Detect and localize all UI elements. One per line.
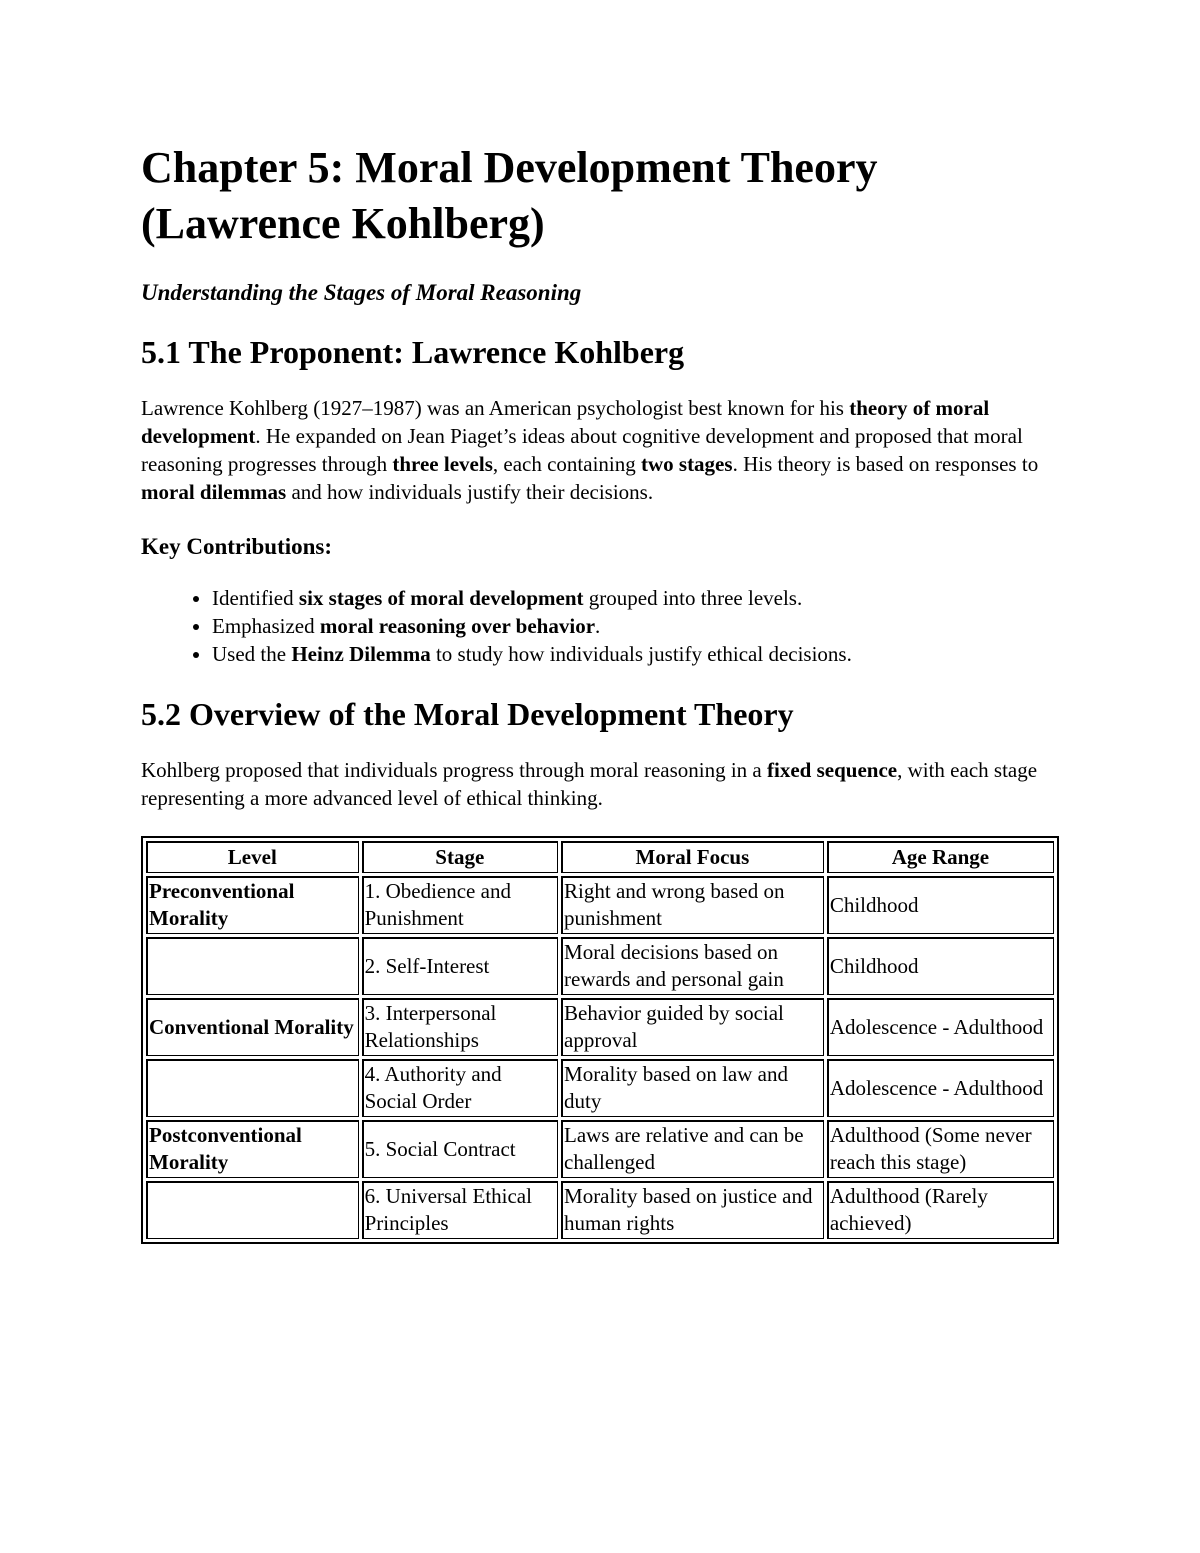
cell-stage: 4. Authority and Social Order: [362, 1059, 558, 1117]
emphasized-text: three levels: [392, 452, 493, 476]
cell-age-range: Childhood: [827, 937, 1054, 995]
table-row: [146, 876, 1054, 934]
key-contributions-list: [141, 584, 1061, 668]
header-moral-focus: Moral Focus: [561, 841, 824, 873]
cell-stage: 2. Self-Interest: [362, 937, 558, 995]
table-row: [146, 998, 1054, 1056]
emphasized-text: Heinz Dilemma: [291, 642, 431, 666]
cell-level: [146, 937, 359, 995]
cell-moral-focus: Right and wrong based on punishment: [561, 876, 824, 934]
document-page: [141, 140, 1061, 1244]
cell-age-range: Adolescence - Adulthood: [827, 998, 1054, 1056]
emphasized-text: six stages of moral development: [298, 586, 584, 610]
header-level: Level: [146, 841, 359, 873]
moral-stages-table: [141, 836, 1059, 1244]
header-age-range: Age Range: [827, 841, 1054, 873]
table-row: [146, 1181, 1054, 1239]
emphasized-text: moral dilemmas: [141, 480, 287, 504]
chapter-subtitle: Understanding the Stages of Moral Reasoning: [141, 280, 582, 305]
cell-level: Conventional Morality: [146, 998, 359, 1056]
cell-moral-focus: Laws are relative and can be challenged: [561, 1120, 824, 1178]
cell-moral-focus: Behavior guided by social approval: [561, 998, 824, 1056]
list-item: • Used the Heinz Dilemma to study how individuals justify ethical decisions.: [212, 640, 1061, 668]
header-stage: Stage: [362, 841, 558, 873]
section-1-heading: 5.1 The Proponent: Lawrence Kohlberg: [141, 334, 685, 370]
list-item: • Identified six stages of moral development grouped into three levels.: [212, 584, 1061, 612]
cell-level: Postconventional Morality: [146, 1120, 359, 1178]
chapter-title-line-2: (Lawrence Kohlberg): [141, 199, 545, 248]
table-row: [146, 1120, 1054, 1178]
table-row: [146, 1059, 1054, 1117]
table-header-row: [146, 841, 1054, 873]
chapter-title-line-1: Chapter 5: Moral Development Theory: [141, 143, 878, 192]
emphasized-text: moral reasoning over behavior: [319, 614, 596, 638]
emphasized-text: two stages: [640, 452, 733, 476]
chapter-title: [141, 140, 1061, 252]
cell-stage: 1. Obedience and Punishment: [362, 876, 558, 934]
cell-level: Preconventional Morality: [146, 876, 359, 934]
cell-age-range: Adulthood (Rarely achieved): [827, 1181, 1054, 1239]
cell-moral-focus: Morality based on justice and human rights: [561, 1181, 824, 1239]
section-1-paragraph: Lawrence Kohlberg (1927–1987) was an American psychologist best known for his theory of moral development. He expanded on Jean Piaget’s ideas about cognitive development and proposed that moral reasoning progresses through three levels, each containing two stages. His theory is based on responses to moral dilemmas and how individuals justify their decisions.: [141, 396, 1039, 504]
section-2-heading: 5.2 Overview of the Moral Development Theory: [141, 696, 794, 732]
cell-moral-focus: Morality based on law and duty: [561, 1059, 824, 1117]
cell-age-range: Adulthood (Some never reach this stage): [827, 1120, 1054, 1178]
cell-level: [146, 1059, 359, 1117]
cell-age-range: Childhood: [827, 876, 1054, 934]
cell-stage: 5. Social Contract: [362, 1120, 558, 1178]
section-2-paragraph: Kohlberg proposed that individuals progress through moral reasoning in a fixed sequence, with each stage representing a more advanced level of ethical thinking.: [141, 758, 1038, 810]
list-item: • Emphasized moral reasoning over behavior.: [212, 612, 1061, 640]
emphasized-text: fixed sequence: [767, 758, 898, 782]
cell-stage: 6. Universal Ethical Principles: [362, 1181, 558, 1239]
cell-stage: 3. Interpersonal Relationships: [362, 998, 558, 1056]
cell-moral-focus: Moral decisions based on rewards and personal gain: [561, 937, 824, 995]
cell-level: [146, 1181, 359, 1239]
emphasized-text: theory of moral development: [141, 396, 990, 448]
cell-age-range: Adolescence - Adulthood: [827, 1059, 1054, 1117]
table-row: [146, 937, 1054, 995]
key-contributions-heading: Key Contributions:: [141, 534, 333, 559]
